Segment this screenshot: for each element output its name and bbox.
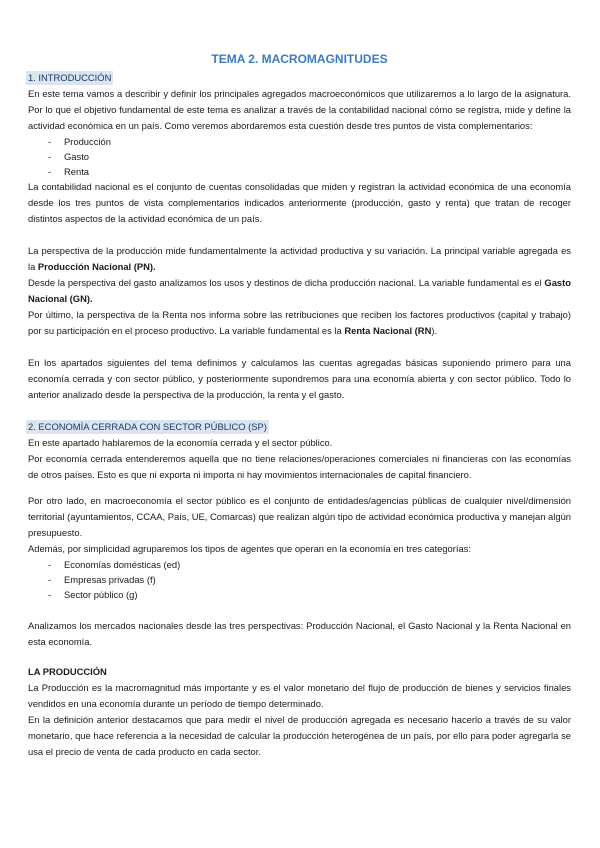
renta-perspective-paragraph: Por último, la perspectiva de la Renta nos informa sobre las retribuciones que reciben los factores productivos (capital y trabajo) por su participación en el proceso productivo. La variable fundamental es la Renta Nacional (RN). (28, 309, 571, 336)
list-item: - Economías domésticas (ed) (28, 557, 571, 572)
contabilidad-paragraph: La contabilidad nacional es el conjunto de cuentas consolidadas que miden y registran la actividad económica de una economía desde los tres puntos de vista complementarios indicados anteriormente (producción, gasto y renta) que tratan de recoger distintos aspectos de la actividad económica de un país. (28, 181, 571, 224)
paragraph: Analizamos los mercados nacionales desde las tres perspectivas: Producción Nacional, el Gasto Nacional y la Renta Nacional en esta economía. (28, 620, 571, 647)
paragraph: La Producción es la macromagnitud más importante y es el valor monetario del flujo de producción de bienes y servicios finales vendidos en una economía durante un período de tiempo determinado. (28, 682, 571, 709)
document-page (28, 50, 571, 760)
section-2 (28, 419, 571, 650)
apartados-paragraph: En los apartados siguientes del tema definimos y calculamos las cuentas agregadas básicas suponiendo primero para una economía cerrada y con sector público, y posteriormente supondremos para una economía abierta y con sector público. Todo lo anterior analizado desde la perspectiva de la producción, la renta y el gasto. (28, 357, 571, 400)
page-title: TEMA 2. MACROMAGNITUDES (211, 52, 388, 66)
paragraph: Además, por simplicidad agruparemos los tipos de agentes que operan en la economía en tres categorías: (28, 543, 471, 554)
list-item: - Renta (28, 164, 571, 179)
section-heading-introduccion: 1. INTRODUCCIÓN (28, 72, 112, 83)
paragraph: Por economía cerrada entenderemos aquella que no tiene relaciones/operaciones comerciales ni financieras con las economías de otros países. Esto es que ni exporta ni importa ni hay movimientos internacionales de capital financiero. (28, 453, 571, 480)
list-item: - Empresas privadas (f) (28, 572, 571, 587)
perspectives-list (28, 134, 571, 179)
section-1 (28, 70, 571, 403)
section-produccion (28, 664, 571, 760)
intro-paragraph: En este tema vamos a describir y definir los principales agregados macroeconómicos que utilizaremos a lo largo de la asignatura. Por lo que el objetivo fundamental de este tema es analizar a través de la contabilidad nacional cómo se registra, mide y define la actividad económica en un país. Como veremos abordaremos esta cuestión desde tres puntos de vista complementarios: (28, 88, 571, 131)
paragraph: En la definición anterior destacamos que para medir el nivel de producción agregada es necesario hacerlo a través de su valor monetario, que hace referencia a la necesidad de calcular la producción heterogénea de un país, por ello para poder agregarla se usa el precio de venta de cada producto en cada sector. (28, 714, 571, 757)
list-item: - Sector público (g) (28, 587, 571, 602)
list-item: - Gasto (28, 149, 571, 164)
agents-list (28, 557, 571, 602)
subheading-produccion: LA PRODUCCIÓN (28, 666, 107, 677)
list-item: - Producción (28, 134, 571, 149)
paragraph: Por otro lado, en macroeconomía el sector público es el conjunto de entidades/agencias públicas de cualquier nivel/dimensión territorial (ayuntamientos, CCAA, País, UE, Comarcas) que realizan algún tipo de actividad económica productiva y manejan algún presupuesto. (28, 495, 571, 538)
paragraph: En este apartado hablaremos de la economía cerrada y el sector público. (28, 437, 333, 448)
produccion-perspective-paragraph: La perspectiva de la producción mide fundamentalmente la actividad productiva y su variación. La principal variable agregada es la Producción Nacional (PN). (28, 245, 571, 272)
section-heading-economia-cerrada: 2. ECONOMÍA CERRADA CON SECTOR PÚBLICO (SP) (28, 421, 267, 432)
gasto-perspective-paragraph: Desde la perspectiva del gasto analizamos los usos y destinos de dicha producción nacional. La variable fundamental es el Gasto Nacional (GN). (28, 277, 571, 304)
